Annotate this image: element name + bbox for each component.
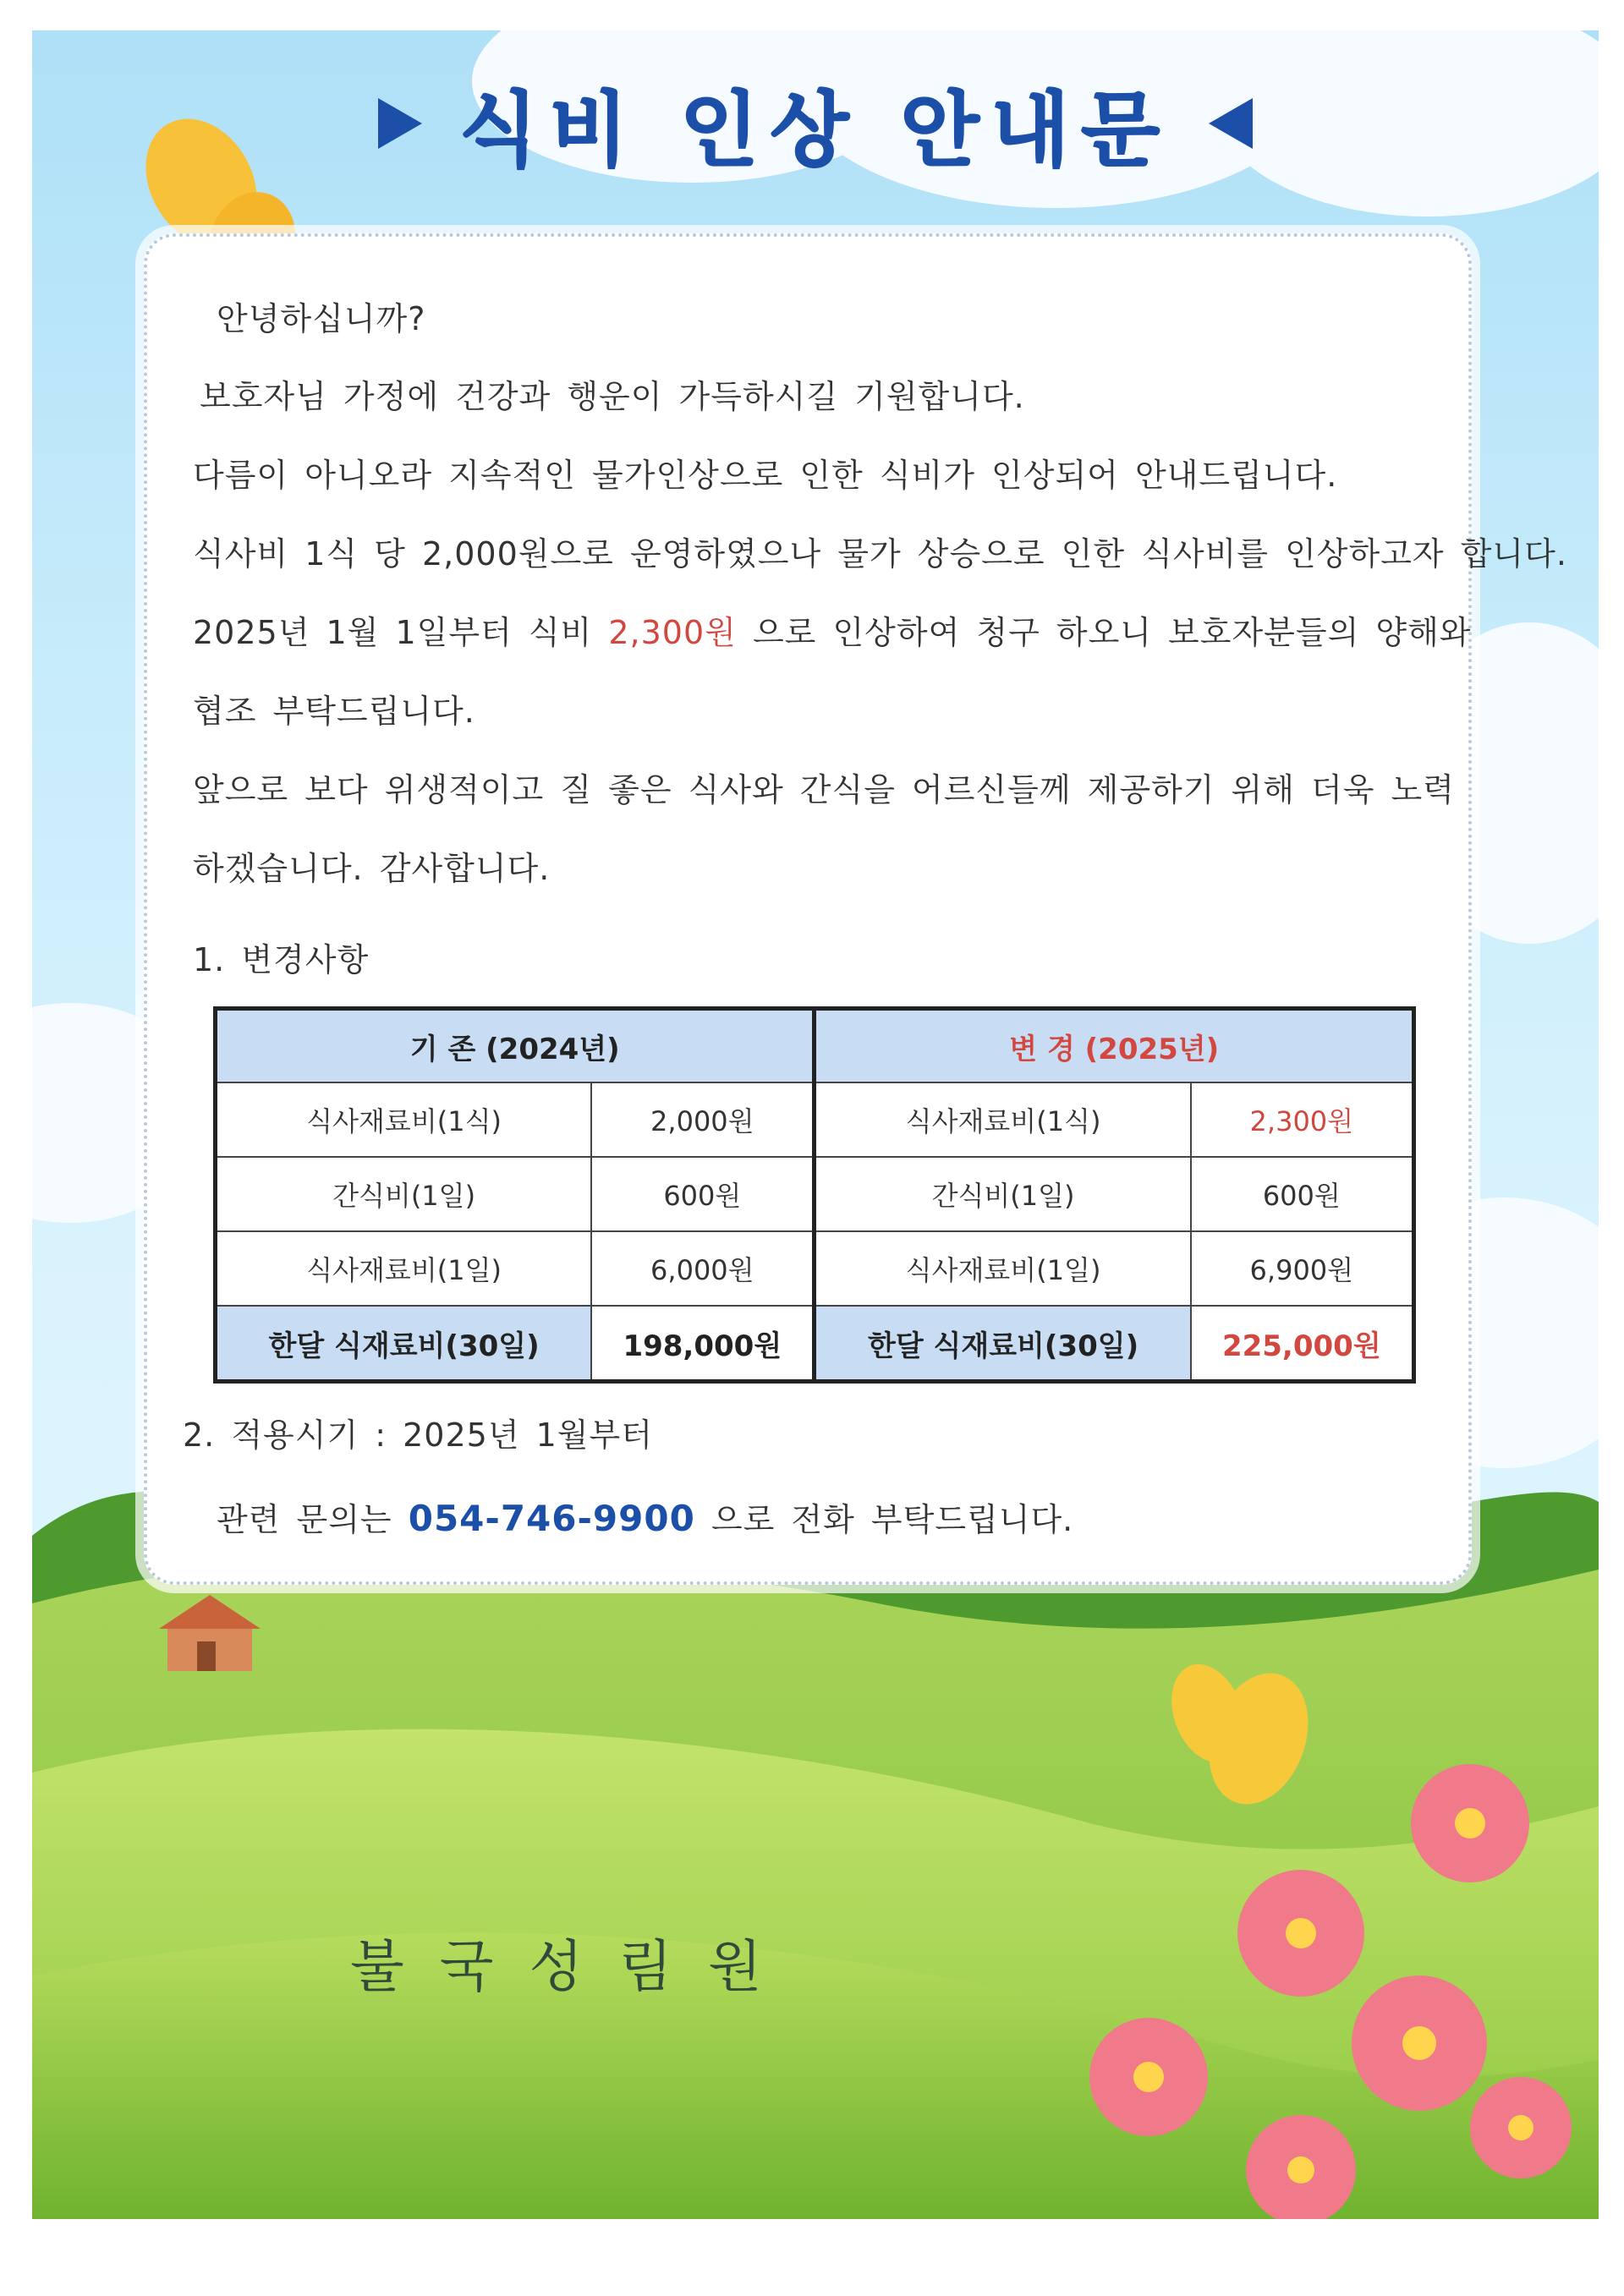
body-line: 하겠습니다. 감사합니다.: [193, 850, 551, 887]
cell-new-label: 식사재료비(1일): [815, 1231, 1191, 1306]
contact-line: [217, 1493, 1073, 1540]
header-old: 기 존 (2024년): [216, 1009, 815, 1083]
cell-old-label: 간식비(1일): [216, 1157, 592, 1231]
cell-old-value: 6,000원: [591, 1231, 815, 1306]
fee-comparison-table: [213, 1006, 1416, 1384]
new-price: 2,300원: [608, 614, 737, 651]
cell-new-value: 6,900원: [1191, 1231, 1414, 1306]
cell-old-label: 식사재료비(1일): [216, 1231, 592, 1306]
body-line: 보호자님 가정에 건강과 행운이 가득하시길 기원합니다.: [200, 378, 1025, 415]
table-total-row: [216, 1306, 1414, 1382]
cell-old-value: 2,000원: [591, 1082, 815, 1157]
phone-number: 054-746-9900: [408, 1498, 695, 1539]
table-row: [216, 1157, 1414, 1231]
body-line: 앞으로 보다 위생적이고 질 좋은 식사와 간식을 어르신들께 제공하기 위해 더욱 노력: [193, 771, 1455, 808]
header-new: 변 경 (2025년): [815, 1009, 1414, 1083]
total-new-label: 한달 식재료비(30일): [815, 1306, 1191, 1382]
section-heading: 1. 변경사항: [193, 941, 370, 978]
table-row: [216, 1082, 1414, 1157]
organization-signature: 불국성림원: [350, 1934, 798, 1999]
cell-old-value: 600원: [591, 1157, 815, 1231]
greeting: 안녕하십니까?: [217, 300, 426, 337]
cell-old-label: 식사재료비(1식): [216, 1082, 592, 1157]
total-new-value: 225,000원: [1191, 1306, 1414, 1382]
cell-new-label: 식사재료비(1식): [815, 1082, 1191, 1157]
increase-after: 으로 인상하여 청구 하오니 보호자분들의 양해와: [752, 614, 1472, 651]
body-line: 식사비 1식 당 2,000원으로 운영하였으나 물가 상승으로 인한 식사비를 인상하고자 합니다.: [193, 535, 1567, 573]
contact-before: 관련 문의는: [217, 1501, 392, 1538]
page-title: [32, 64, 1599, 183]
cell-new-label: 간식비(1일): [815, 1157, 1191, 1231]
table-row: [216, 1231, 1414, 1306]
title-text: 식비 인상 안내문: [459, 82, 1171, 178]
contact-after: 으로 전화 부탁드립니다.: [710, 1501, 1074, 1538]
cell-new-value: 600원: [1191, 1157, 1414, 1231]
increase-line: [193, 606, 1472, 653]
total-old-label: 한달 식재료비(30일): [216, 1306, 592, 1382]
triangle-right-icon: [378, 98, 422, 149]
total-old-value: 198,000원: [591, 1306, 815, 1382]
triangle-left-icon: [1209, 98, 1253, 149]
body-line: 협조 부탁드립니다.: [193, 693, 475, 730]
increase-before: 2025년 1월 1일부터 식비: [193, 614, 593, 651]
notice-poster: [32, 30, 1599, 2219]
section-heading: 2. 적용시기 : 2025년 1월부터: [183, 1417, 653, 1454]
body-line: 다름이 아니오라 지속적인 물가인상으로 인한 식비가 인상되어 안내드립니다.: [193, 457, 1338, 494]
table-header-row: [216, 1009, 1414, 1083]
cell-new-value: 2,300원: [1191, 1082, 1414, 1157]
